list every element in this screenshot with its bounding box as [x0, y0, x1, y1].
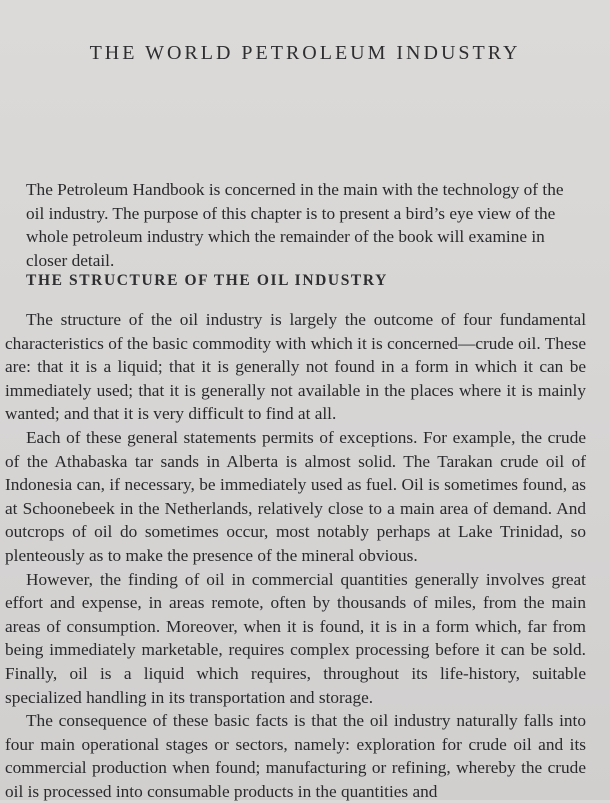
body-paragraph: Each of these general statements permits of exceptions. For example, the crude of the Athabaska tar sands in Alberta is almost solid. The Tarakan crude oil of Indonesia can, if necessary, be immediately used as fuel. Oil is sometimes found, as at Schoonebeek in the Netherlands, relatively close to a main area of demand. And outcrops of oil do sometimes occur, most notably perhaps at Lake Trinidad, so plenteously as to make the presence of the mineral obvious.: [5, 427, 586, 565]
chapter-title: THE WORLD PETROLEUM INDUSTRY: [89, 42, 521, 64]
body-paragraph: The consequence of these basic facts is that the oil industry naturally falls into four main operational stages or sectors, namely: exploration for crude oil and its commercial production when found; manufacturing or refining, whereby the crude oil is processed into consumable products in the quantities and: [5, 711, 586, 801]
body-text: [5, 308, 586, 803]
body-paragraph: However, the finding of oil in commercial quantities generally involves great effort and expense, in areas remote, often by thousands of miles, from the main areas of consumption. Moreover, when it is found, it is in a form which, far from being immediately marketable, requires complex processing before it can be sold. Finally, oil is a liquid which requires, throughout its life-history, suitable specialized handling in its transportation and storage.: [5, 569, 586, 707]
body-paragraph: The structure of the oil industry is largely the outcome of four fundamental characteristics of the basic commodity with which it is concerned—crude oil. These are: that it is a liquid; that it is generally not found in a form in which it can be immediately used; that it is generally not available in the places where it is mainly wanted; and that it is very difficult to find at all.: [5, 310, 586, 424]
section-heading: THE STRUCTURE OF THE OIL INDUSTRY: [26, 272, 388, 289]
intro-paragraph: The Petroleum Handbook is concerned in the main with the technology of the oil industry. The purpose of this chapter is to present a bird’s eye view of the whole petroleum industry which the remainder of the book will examine in closer detail.: [26, 180, 564, 270]
